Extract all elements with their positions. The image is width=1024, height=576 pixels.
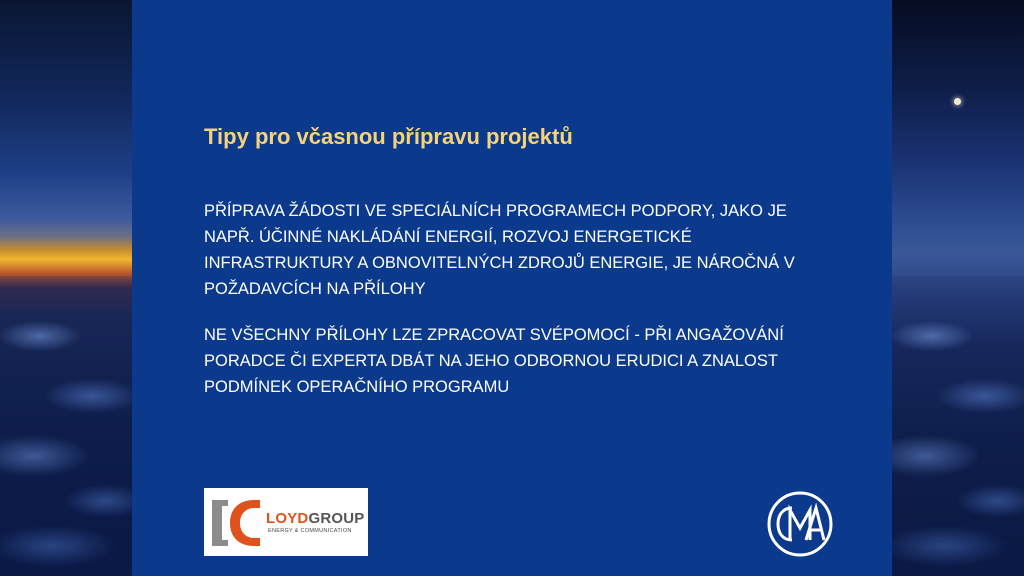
paragraph-attachments: PŘÍPRAVA ŽÁDOSTI VE SPECIÁLNÍCH PROGRAMECH PODPORY, JAKO JE NAPŘ. ÚČINNÉ NAKLÁDÁNÍ ENERGIÍ, ROZVOJ ENERGETICKÉ INFRASTRUKTURY A OBNOVITELNÝCH ZDROJŮ ENERGIE, JE NÁROČNÁ V POŽADAVCÍCH NA PŘÍLOHY — [204, 202, 795, 298]
slide-title: Tipy pro včasnou přípravu projektů — [204, 124, 573, 149]
ice-floes — [892, 276, 1024, 576]
loyd-wordmark-part2: GROUP — [308, 510, 365, 527]
ice-floes — [0, 276, 132, 576]
left-background-photo — [0, 0, 132, 576]
loyd-group-logo — [204, 488, 368, 556]
loyd-wordmark — [266, 510, 364, 527]
loyd-emblem-icon — [208, 494, 264, 552]
loyd-tagline: ENERGY & COMMUNICATION — [268, 528, 352, 534]
cma-emblem-icon — [766, 490, 834, 558]
paragraph-consultant: NE VŠECHNY PŘÍLOHY LZE ZPRACOVAT SVÉPOMOCÍ - PŘI ANGAŽOVÁNÍ PORADCE ČI EXPERTA DBÁT NA JEHO ODBORNOU ERUDICI A ZNALOST PODMÍNEK OPERAČNÍHO PROGRAMU — [204, 326, 784, 396]
right-background-photo — [892, 0, 1024, 576]
moon-icon — [954, 98, 961, 105]
slide-panel — [132, 0, 892, 576]
loyd-wordmark-part1: LOYD — [266, 510, 309, 527]
